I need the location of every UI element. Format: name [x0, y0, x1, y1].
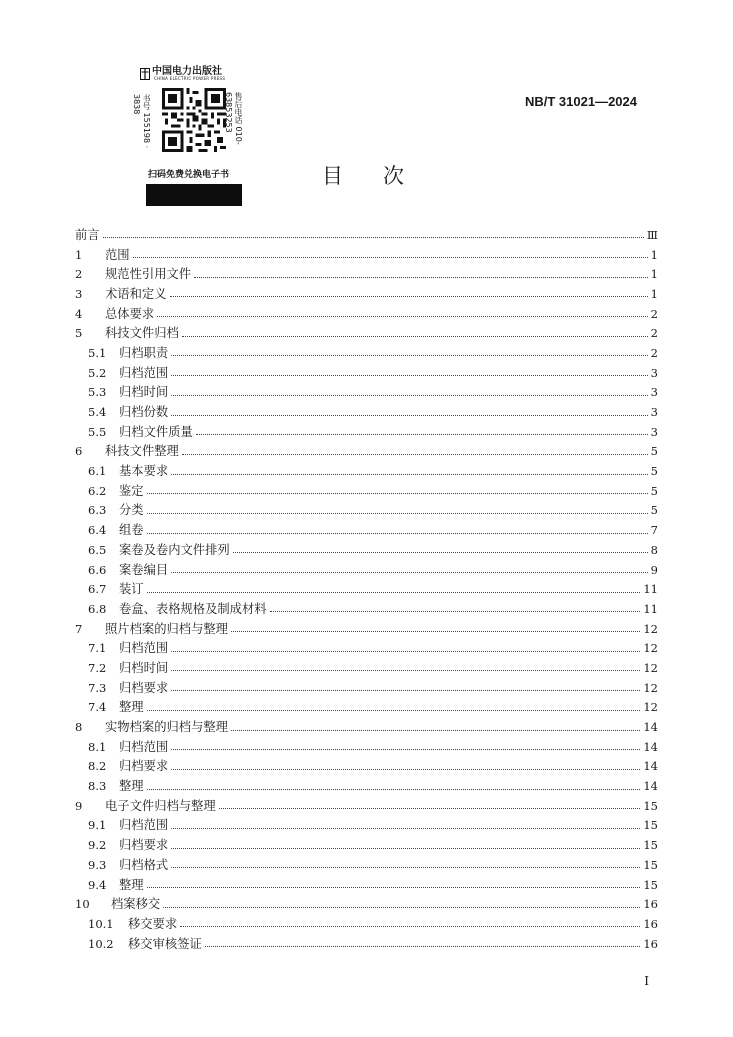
- toc-entry[interactable]: [75, 520, 658, 540]
- toc-entry-label: 照片档案的归档与整理: [105, 621, 228, 636]
- toc-leader-dots: [163, 899, 640, 908]
- toc-entry-page: 16: [643, 936, 658, 951]
- toc-entry-label: 科技文件整理: [105, 444, 179, 459]
- toc-entry[interactable]: [75, 560, 658, 580]
- toc-entry[interactable]: [75, 638, 658, 658]
- toc-entry-label: 归档要求: [119, 680, 169, 695]
- toc-leader-dots: [231, 623, 640, 632]
- toc-leader-dots: [157, 308, 647, 317]
- toc-leader-dots: [170, 288, 648, 297]
- toc-leader-dots: [171, 564, 647, 573]
- toc-entry-label: 组卷: [119, 523, 144, 538]
- toc-leader-dots: [233, 544, 648, 553]
- toc-entry-number: 10.2: [88, 936, 114, 951]
- toc-leader-dots: [182, 328, 648, 337]
- toc-entry[interactable]: [75, 363, 658, 383]
- toc-entry[interactable]: [75, 875, 658, 895]
- toc-entry-label: 装订: [119, 582, 144, 597]
- toc-entry-page: 12: [643, 700, 658, 715]
- toc-entry-number: 6.5: [88, 542, 107, 557]
- toc-entry-page: 8: [650, 542, 658, 557]
- toc-entry-page: 12: [643, 641, 658, 656]
- toc-entry-label: 整理: [119, 779, 144, 794]
- toc-entry-page: 15: [643, 838, 658, 853]
- toc-leader-dots: [182, 446, 648, 455]
- toc-entry[interactable]: [75, 717, 658, 737]
- toc-leader-dots: [194, 269, 648, 278]
- toc-entry-page: 3: [650, 365, 658, 380]
- toc-entry-number: 6.7: [88, 582, 107, 597]
- toc-entry-number: 8: [75, 720, 83, 735]
- toc-entry-page: 1: [650, 267, 658, 282]
- toc-entry-number: 7.4: [88, 700, 107, 715]
- toc-leader-dots: [171, 407, 647, 416]
- toc-entry[interactable]: [75, 776, 658, 796]
- toc-entry-number: 6.1: [88, 464, 107, 479]
- toc-entry-number: 4: [75, 306, 83, 321]
- toc-entry-label: 科技文件归档: [105, 326, 179, 341]
- toc-entry-page: 1: [650, 286, 658, 301]
- toc-leader-dots: [171, 761, 640, 770]
- toc-entry[interactable]: [75, 501, 658, 521]
- toc-leader-dots: [147, 584, 641, 593]
- toc-entry-page: 5: [650, 503, 658, 518]
- toc-entry-label: 归档文件质量: [119, 424, 193, 439]
- toc-entry[interactable]: [75, 579, 658, 599]
- toc-leader-dots: [219, 800, 641, 809]
- toc-entry-page: 5: [650, 464, 658, 479]
- toc-entry-label: 归档要求: [119, 759, 169, 774]
- toc-entry-number: 8.3: [88, 779, 107, 794]
- toc-entry-page: 15: [643, 818, 658, 833]
- toc-entry-number: 6.2: [88, 483, 107, 498]
- toc-entry-page: 15: [643, 798, 658, 813]
- toc-entry-number: 5: [75, 326, 83, 341]
- toc-entry[interactable]: [75, 835, 658, 855]
- toc-entry-page: 3: [650, 385, 658, 400]
- toc-leader-dots: [171, 820, 640, 829]
- toc-entry-label: 归档范围: [119, 365, 169, 380]
- toc-entry-number: 7: [75, 621, 83, 636]
- toc-entry[interactable]: [75, 323, 658, 343]
- toc-entry-label: 归档职责: [119, 345, 169, 360]
- toc-entry-page: 16: [643, 916, 658, 931]
- toc-entry-label: 移交审核签证: [128, 936, 202, 951]
- toc-entry[interactable]: [75, 442, 658, 462]
- toc-leader-dots: [171, 367, 647, 376]
- toc-entry-label: 基本要求: [119, 464, 169, 479]
- toc-entry[interactable]: [75, 461, 658, 481]
- publisher-name-en: CHINA ELECTRIC POWER PRESS: [154, 76, 226, 81]
- table-of-contents: [75, 225, 658, 953]
- toc-entry[interactable]: [75, 914, 658, 934]
- page-number: I: [644, 974, 649, 988]
- toc-entry-page: 12: [643, 621, 658, 636]
- toc-entry[interactable]: [75, 304, 658, 324]
- toc-entry-number: 5.3: [88, 385, 107, 400]
- service-phone: 售后电话 010-63853253: [224, 92, 243, 145]
- toc-entry-page: 14: [643, 779, 658, 794]
- toc-entry-number: 5.1: [88, 345, 107, 360]
- toc-entry-number: 9.1: [88, 818, 107, 833]
- toc-entry[interactable]: [75, 225, 658, 245]
- toc-entry-number: 3: [75, 286, 83, 301]
- toc-entry[interactable]: [75, 737, 658, 757]
- toc-entry-page: 5: [650, 483, 658, 498]
- toc-entry-label: 前言: [75, 227, 100, 242]
- toc-entry-number: 1: [75, 247, 83, 262]
- publisher-logo-icon: [140, 68, 150, 80]
- toc-entry[interactable]: [75, 658, 658, 678]
- publisher-name: 中国电力出版社: [152, 66, 222, 77]
- toc-leader-dots: [171, 387, 647, 396]
- toc-entry-number: 7.2: [88, 660, 107, 675]
- publisher-qr-block: [128, 62, 243, 207]
- toc-leader-dots: [147, 485, 648, 494]
- toc-entry-label: 鉴定: [119, 483, 144, 498]
- toc-entry-page: 1: [650, 247, 658, 262]
- toc-entry-label: 分类: [119, 503, 144, 518]
- toc-entry-number: 9.2: [88, 838, 107, 853]
- toc-leader-dots: [147, 702, 641, 711]
- toc-entry-label: 归档格式: [119, 857, 169, 872]
- toc-entry[interactable]: [75, 894, 658, 914]
- toc-leader-dots: [171, 662, 640, 671]
- toc-leader-dots: [171, 466, 647, 475]
- toc-leader-dots: [180, 918, 640, 927]
- toc-entry[interactable]: [75, 481, 658, 501]
- book-number: 书号 155198 · 3838: [132, 94, 151, 149]
- redaction-bar: [146, 184, 242, 206]
- toc-leader-dots: [231, 722, 640, 731]
- toc-entry-label: 实物档案的归档与整理: [105, 720, 228, 735]
- toc-leader-dots: [147, 781, 641, 790]
- toc-entry-label: 归档范围: [119, 739, 169, 754]
- toc-entry-label: 案卷编目: [119, 562, 169, 577]
- toc-leader-dots: [196, 426, 648, 435]
- toc-entry-page: 15: [643, 877, 658, 892]
- toc-entry-page: 14: [643, 759, 658, 774]
- toc-leader-dots: [133, 249, 648, 258]
- toc-entry[interactable]: [75, 678, 658, 698]
- toc-entry-number: 7.1: [88, 641, 107, 656]
- toc-entry[interactable]: [75, 934, 658, 954]
- toc-entry[interactable]: [75, 599, 658, 619]
- toc-entry-label: 归档范围: [119, 818, 169, 833]
- toc-entry-number: 9.4: [88, 877, 107, 892]
- toc-entry-number: 6.6: [88, 562, 107, 577]
- toc-entry[interactable]: [75, 383, 658, 403]
- toc-entry[interactable]: [75, 264, 658, 284]
- toc-entry-page: 12: [643, 680, 658, 695]
- toc-entry-label: 案卷及卷内文件排列: [119, 542, 230, 557]
- toc-entry-label: 总体要求: [105, 306, 155, 321]
- toc-leader-dots: [171, 643, 640, 652]
- toc-leader-dots: [147, 879, 641, 888]
- toc-entry-label: 术语和定义: [105, 286, 167, 301]
- toc-entry[interactable]: [75, 284, 658, 304]
- standard-number: NB/T 31021—2024: [524, 94, 637, 109]
- toc-entry-page: 2: [650, 326, 658, 341]
- toc-leader-dots: [171, 347, 647, 356]
- toc-entry-number: 5.5: [88, 424, 107, 439]
- toc-leader-dots: [147, 505, 648, 514]
- toc-entry-label: 规范性引用文件: [105, 267, 192, 282]
- toc-entry[interactable]: [75, 816, 658, 836]
- toc-entry-number: 10: [75, 897, 90, 912]
- toc-entry-page: 3: [650, 405, 658, 420]
- toc-entry[interactable]: [75, 402, 658, 422]
- toc-leader-dots: [205, 938, 641, 947]
- scan-for-ebook-text: 扫码免费兑换电子书: [148, 170, 230, 180]
- toc-entry-page: 15: [643, 857, 658, 872]
- toc-entry-number: 8.1: [88, 739, 107, 754]
- toc-entry-number: 6.4: [88, 523, 107, 538]
- toc-entry[interactable]: [75, 855, 658, 875]
- toc-entry-label: 归档范围: [119, 641, 169, 656]
- toc-leader-dots: [147, 525, 648, 534]
- toc-leader-dots: [103, 229, 644, 238]
- toc-entry-number: 2: [75, 267, 83, 282]
- toc-entry-label: 整理: [119, 700, 144, 715]
- toc-entry[interactable]: [75, 698, 658, 718]
- toc-entry-page: 7: [650, 523, 658, 538]
- toc-leader-dots: [171, 859, 640, 868]
- toc-entry[interactable]: [75, 245, 658, 265]
- toc-entry-page: 12: [643, 660, 658, 675]
- toc-leader-dots: [171, 682, 640, 691]
- toc-entry-number: 6: [75, 444, 83, 459]
- toc-entry-number: 9.3: [88, 857, 107, 872]
- toc-entry-label: 整理: [119, 877, 144, 892]
- toc-entry-label: 归档时间: [119, 660, 169, 675]
- qr-code[interactable]: [162, 88, 226, 152]
- toc-entry-page: 14: [643, 739, 658, 754]
- toc-entry-page: 3: [650, 424, 658, 439]
- toc-entry[interactable]: [75, 343, 658, 363]
- toc-entry-number: 5.4: [88, 405, 107, 420]
- toc-entry-label: 归档份数: [119, 405, 169, 420]
- toc-entry-page: 2: [650, 345, 658, 360]
- toc-entry[interactable]: [75, 757, 658, 777]
- toc-entry-number: 6.8: [88, 601, 107, 616]
- toc-entry-label: 归档要求: [119, 838, 169, 853]
- toc-entry[interactable]: [75, 796, 658, 816]
- toc-entry-label: 卷盒、表格规格及制成材料: [119, 601, 267, 616]
- toc-leader-dots: [171, 741, 640, 750]
- toc-entry-number: 8.2: [88, 759, 107, 774]
- toc-entry-page: 11: [643, 582, 658, 597]
- toc-entry-label: 档案移交: [111, 897, 161, 912]
- toc-entry-page: 2: [650, 306, 658, 321]
- toc-entry-label: 范围: [105, 247, 130, 262]
- toc-entry-number: 9: [75, 798, 83, 813]
- toc-entry[interactable]: [75, 619, 658, 639]
- page-title: 目次: [322, 164, 444, 188]
- toc-leader-dots: [270, 603, 641, 612]
- toc-entry-label: 电子文件归档与整理: [105, 798, 216, 813]
- toc-entry[interactable]: [75, 540, 658, 560]
- toc-entry[interactable]: [75, 422, 658, 442]
- toc-entry-number: 10.1: [88, 916, 114, 931]
- toc-entry-page: Ⅲ: [646, 227, 658, 242]
- toc-entry-number: 7.3: [88, 680, 107, 695]
- toc-entry-page: 9: [650, 562, 658, 577]
- toc-entry-number: 6.3: [88, 503, 107, 518]
- toc-entry-page: 14: [643, 720, 658, 735]
- toc-entry-page: 11: [643, 601, 658, 616]
- toc-entry-page: 5: [650, 444, 658, 459]
- toc-entry-label: 移交要求: [128, 916, 178, 931]
- toc-entry-page: 16: [643, 897, 658, 912]
- toc-leader-dots: [171, 840, 640, 849]
- toc-entry-number: 5.2: [88, 365, 107, 380]
- toc-entry-label: 归档时间: [119, 385, 169, 400]
